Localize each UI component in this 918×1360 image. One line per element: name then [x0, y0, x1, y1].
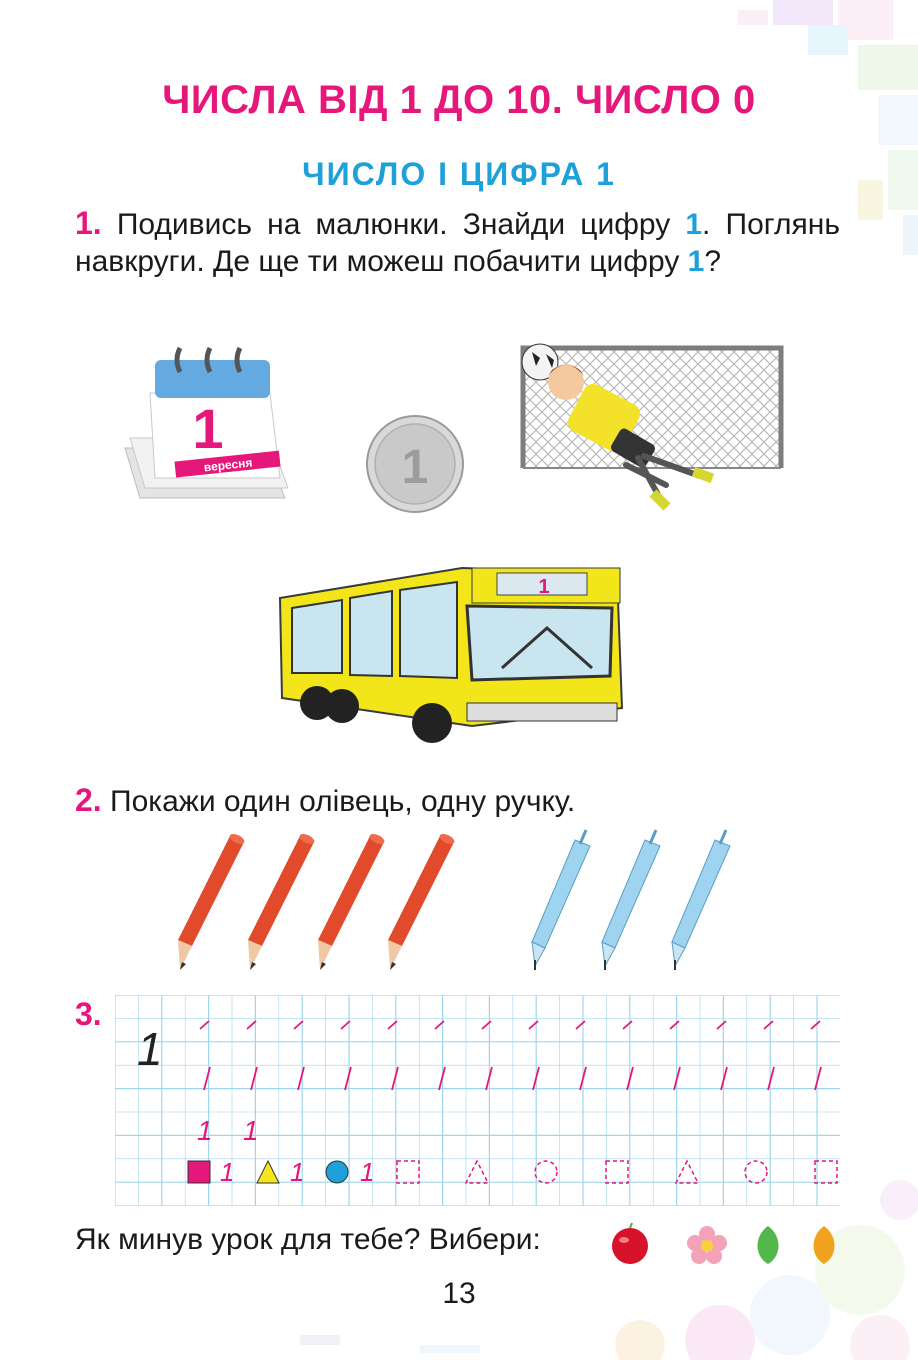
goalkeeper-icon [518, 340, 784, 522]
lead-stroke [247, 1021, 256, 1029]
pen-icon [602, 830, 660, 970]
yellow-triangle-icon [257, 1161, 279, 1183]
flower-icon[interactable] [687, 1226, 727, 1264]
pink-square-icon [188, 1161, 210, 1183]
slant-stroke [345, 1067, 351, 1090]
lead-stroke [811, 1021, 820, 1029]
digit-after-square: 1 [220, 1157, 235, 1187]
pencil-icon [248, 832, 316, 970]
lesson-subtitle: ЧИСЛО І ЦИФРА 1 [302, 156, 616, 192]
orange-leaf-icon[interactable] [814, 1226, 835, 1264]
practice-strokes [200, 1021, 821, 1090]
sample-digit: 1 [137, 1023, 163, 1075]
calendar-digit: 1 [192, 397, 224, 460]
dashed-shape-outlines [397, 1161, 837, 1183]
task-1-text-a: Подивись на малюнки. Знайди цифру [116, 208, 686, 241]
page-title: ЧИСЛА ВІД 1 ДО 10. ЧИСЛО 0 [162, 78, 756, 122]
task-1-number: 1. [75, 205, 102, 241]
page-number: 13 [442, 1277, 476, 1310]
blue-circle-icon [326, 1161, 348, 1183]
task-2-text: Покажи один олівець, одну ручку. [110, 785, 576, 818]
lead-stroke [200, 1021, 209, 1029]
lead-stroke [670, 1021, 679, 1029]
writing-grid [115, 995, 840, 1207]
coin-icon [364, 413, 466, 515]
task-2-number: 2. [75, 782, 102, 818]
self-assessment-question: Як минув урок для тебе? Вибери: [75, 1223, 541, 1256]
pencil-icon [388, 832, 456, 970]
task-3-number: 3. [75, 996, 102, 1032]
slant-stroke [768, 1067, 774, 1090]
pen-icon [532, 830, 590, 970]
practice-digit-1: 1 [197, 1115, 213, 1146]
lead-stroke [764, 1021, 773, 1029]
self-assessment-choices [610, 1222, 840, 1266]
digit-after-circle: 1 [360, 1157, 375, 1187]
slant-stroke [298, 1067, 304, 1090]
task-1 [75, 205, 840, 280]
task-1-digit-a: 1 [685, 208, 703, 241]
lead-stroke [623, 1021, 632, 1029]
task-2 [75, 782, 575, 819]
pencils-and-pens [170, 828, 750, 978]
slant-stroke [392, 1067, 398, 1090]
lead-stroke [576, 1021, 585, 1029]
pencil-icon [318, 832, 386, 970]
calendar-month: вересня [203, 455, 254, 475]
task-1-text-b: . Поглянь навкруги. Де ще ти можеш побачити цифру [75, 208, 840, 278]
lead-stroke [717, 1021, 726, 1029]
digit-after-triangle: 1 [290, 1157, 305, 1187]
calendar-icon [110, 338, 295, 513]
pen-icon [672, 830, 730, 970]
apple-icon[interactable] [612, 1223, 648, 1264]
slant-stroke [815, 1067, 821, 1090]
green-leaf-icon[interactable] [758, 1226, 779, 1264]
task-3 [75, 996, 102, 1033]
task-1-text-c: ? [704, 245, 722, 278]
coin-digit: 1 [401, 441, 429, 494]
task-1-digit-b: 1 [687, 245, 705, 278]
slant-stroke [251, 1067, 257, 1090]
pencil-icon [178, 832, 246, 970]
practice-digit-2: 1 [243, 1115, 259, 1146]
bus-icon [272, 558, 627, 753]
bus-route-number: 1 [538, 576, 550, 598]
